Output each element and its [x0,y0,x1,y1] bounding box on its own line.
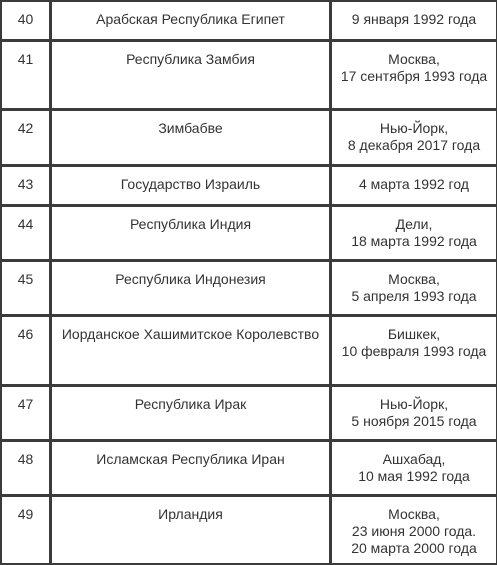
establishment-date: 4 марта 1992 год [331,166,497,206]
country-name: Зимбабве [51,110,331,166]
establishment-date: Дели, 18 марта 1992 года [331,206,497,261]
country-name: Арабская Республика Египет [51,0,331,41]
row-number: 42 [0,110,51,166]
country-name: Республика Замбия [51,41,331,110]
row-number: 45 [0,261,51,316]
establishment-date: Москва, 23 июня 2000 года. 20 марта 2000 года [331,496,497,565]
row-number: 48 [0,441,51,496]
country-name: Ирландия [51,496,331,565]
country-name: Республика Ирак [51,386,331,441]
establishment-date: Москва, 5 апреля 1993 года [331,261,497,316]
country-name: Исламская Республика Иран [51,441,331,496]
table-row [0,166,497,206]
row-number: 44 [0,206,51,261]
country-name: Республика Индия [51,206,331,261]
country-name: Республика Индонезия [51,261,331,316]
table-row [0,261,497,316]
establishment-date: Нью-Йорк, 5 ноября 2015 года [331,386,497,441]
country-name: Иорданское Хашимитское Королевство [51,316,331,386]
table-row [0,206,497,261]
establishment-date: Москва, 17 сентября 1993 года [331,41,497,110]
row-number: 43 [0,166,51,206]
table-row [0,386,497,441]
establishment-date: Нью-Йорк, 8 декабря 2017 года [331,110,497,166]
country-name: Государство Израиль [51,166,331,206]
table-row [0,496,497,565]
establishment-date: Бишкек, 10 февраля 1993 года [331,316,497,386]
table-row [0,41,497,110]
table-row [0,316,497,386]
establishment-date: 9 января 1992 года [331,0,497,41]
establishment-date: Ашхабад, 10 мая 1992 года [331,441,497,496]
row-number: 47 [0,386,51,441]
row-number: 46 [0,316,51,386]
table-row [0,0,497,41]
table-row [0,441,497,496]
row-number: 41 [0,41,51,110]
row-number: 40 [0,0,51,41]
row-number: 49 [0,496,51,565]
table-row [0,110,497,166]
